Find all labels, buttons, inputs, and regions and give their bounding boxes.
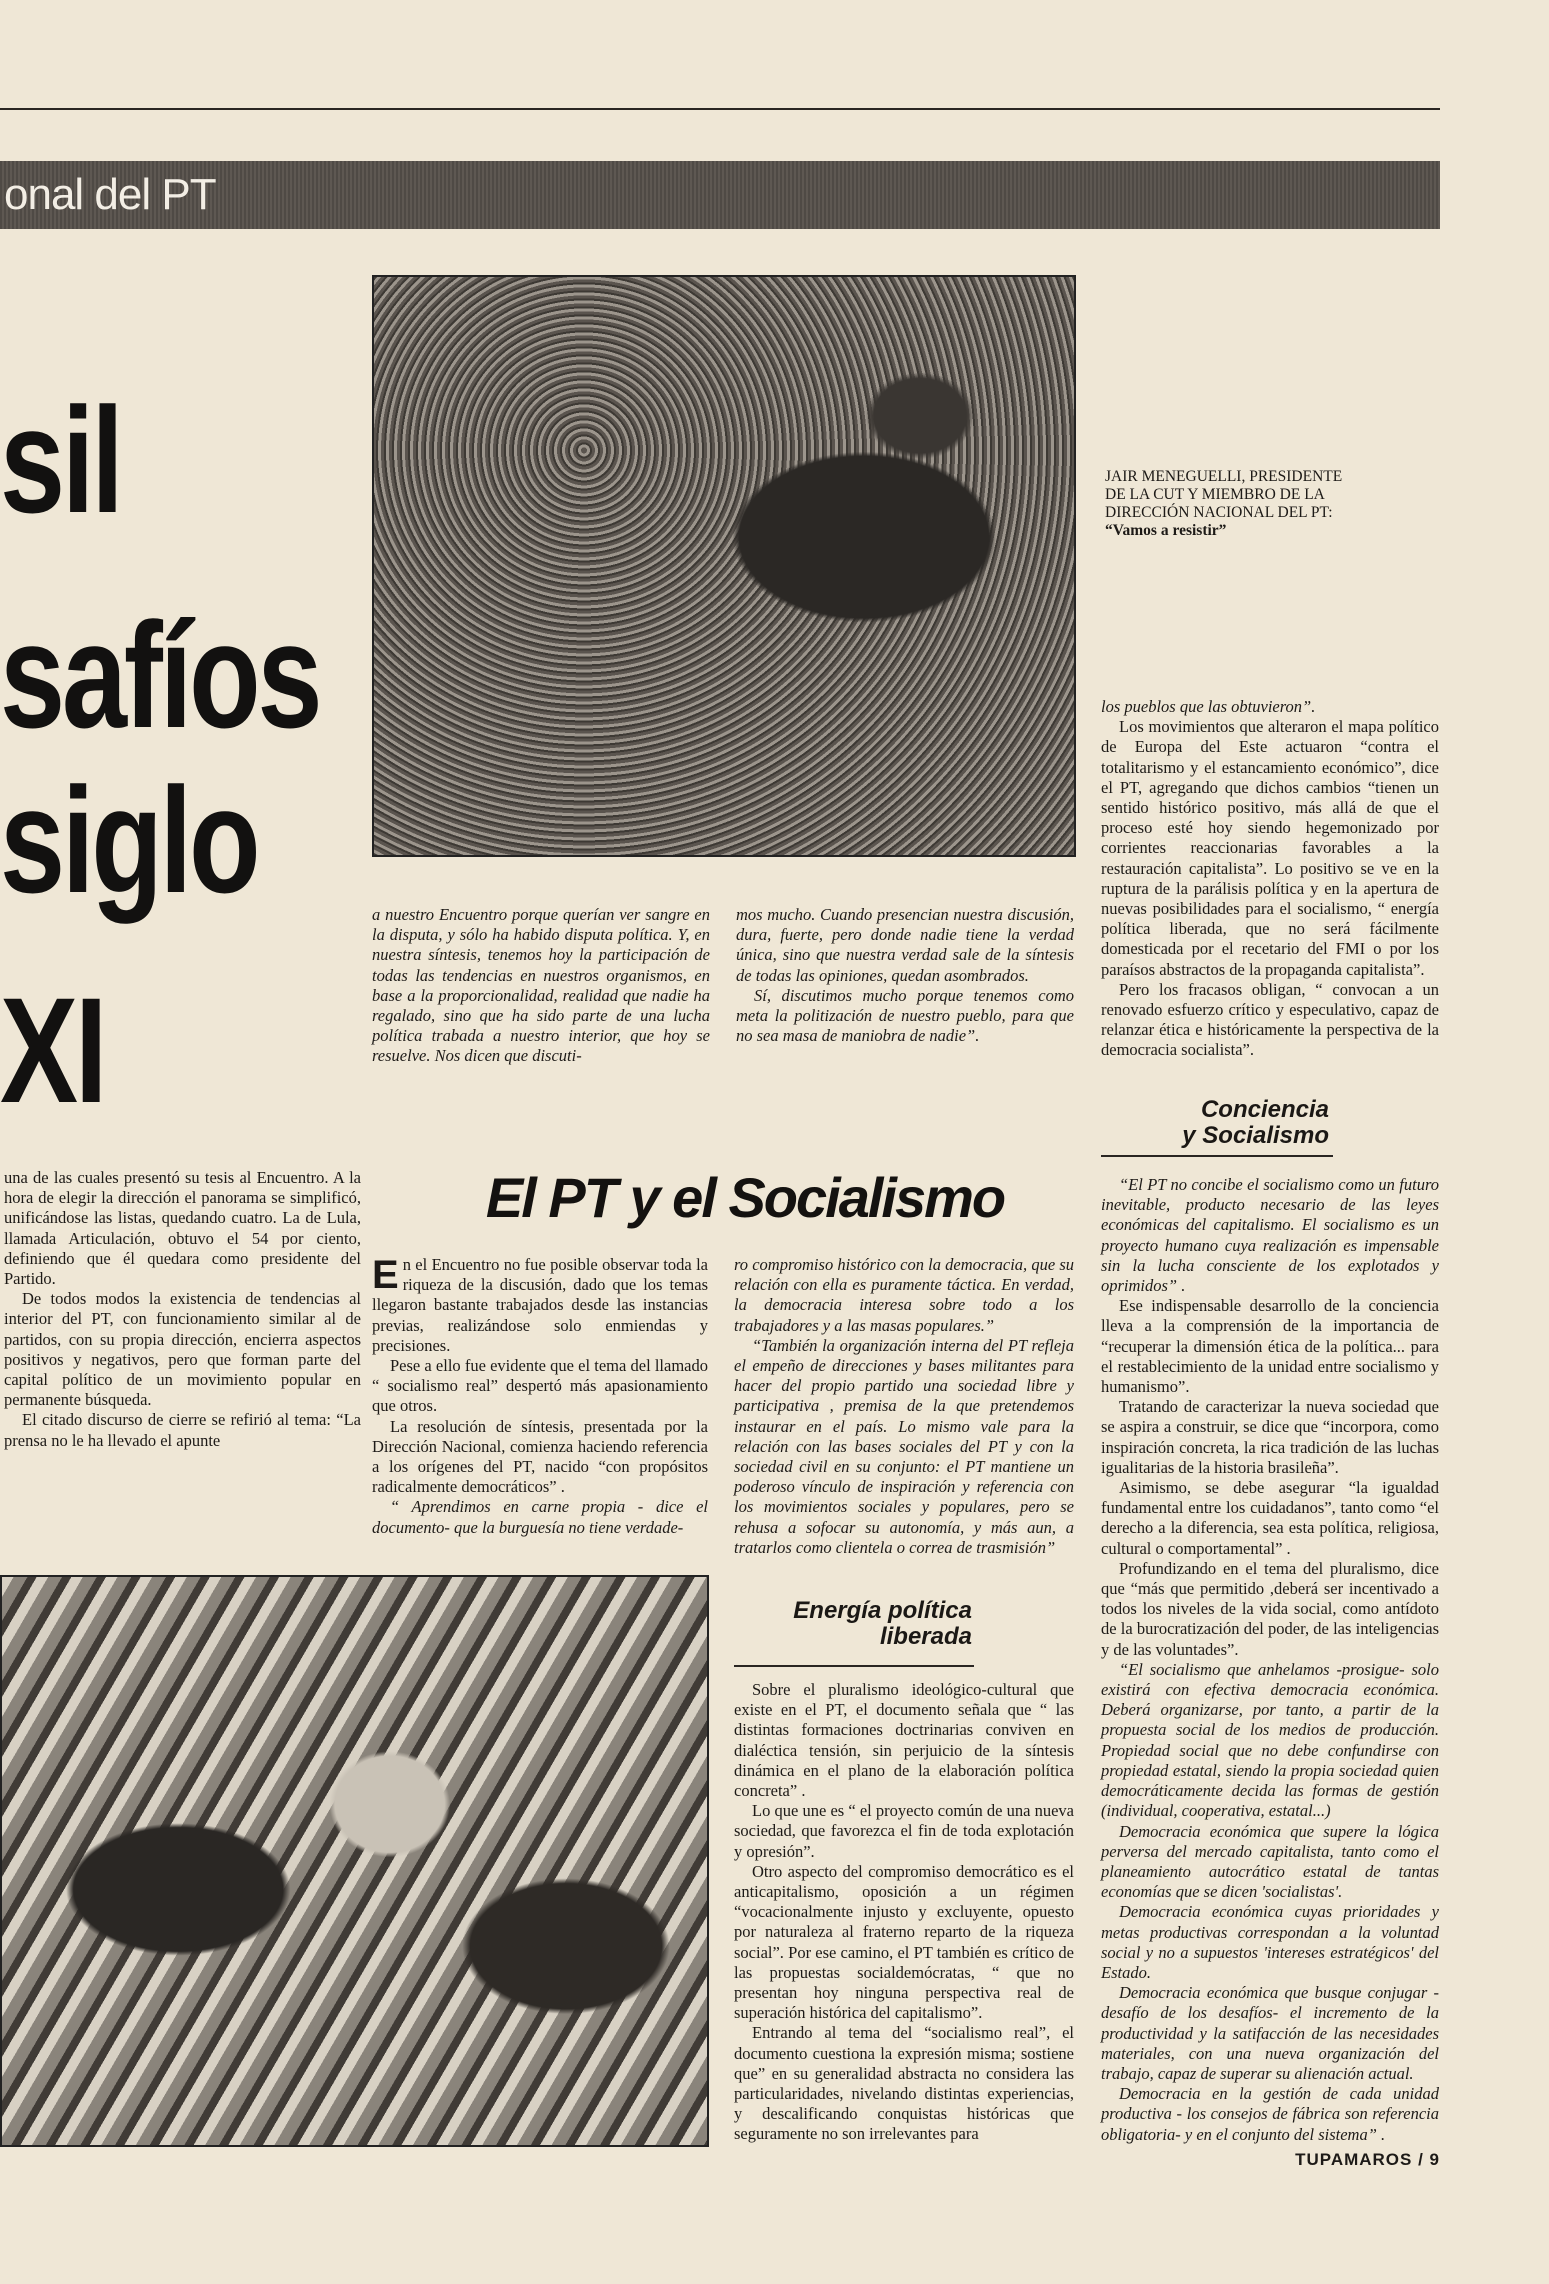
- paragraph: ro compromiso histórico con la democracia, que su relación con ella es puramente táctica. En verdad, la democracia interesa sobre todo a los trabajadores y a las masas populares.”: [734, 1255, 1074, 1335]
- subhead-conciencia: [1101, 1097, 1329, 1149]
- paragraph: Pero los fracasos obligan, “ convocan a un renovado esfuerzo crítico y especulativo, capaz de relanzar ética e históricamente la perspectiva de la democracia socialista”.: [1101, 979, 1439, 1060]
- photo-caption: [1105, 468, 1345, 540]
- paragraph: Los movimientos que alteraron el mapa político de Europa del Este actuaron “contra el totalitarismo y el estancamiento económico”, dice el PT, agregando que dichos cambios “tienen un sentido histórico positivo, más allá de que el proceso esté hoy siendo hegemonizado por corrientes reaccionarias favorables a la restauración capitalista”. Lo positivo se ve en la ruptura de la parálisis política y en la apertura de nuevas posibilidades para el socialismo, “ energía política liberada, que no será fácilmente domesticada por el recetario del FMI o por los paraísos abstractos de la propaganda capitalista”.: [1101, 717, 1439, 979]
- subhead-rule: [1101, 1155, 1333, 1157]
- paragraph: Democracia económica cuyas prioridades y metas productivas correspondan a la voluntad social y no a supuestos 'intereses estratégicos' del Estado.: [1101, 1902, 1439, 1982]
- paragraph-first: [372, 1255, 708, 1356]
- subhead-line: Energía política: [793, 1597, 972, 1624]
- column-left-upper: [4, 1168, 361, 1451]
- paragraph: Asimismo, se debe asegurar “la igualdad fundamental entre los cuidadanos”, tanto como “el derecho a la diferencia, sea esta política, religiosa, cultural o comportamental” .: [1101, 1478, 1439, 1558]
- paragraph: Otro aspecto del compromiso democrático es el anticapitalismo, oposición a un régimen “vocacionalmente injusto y excluyente, opuesto por naturaleza al fraterno reparto de la riqueza social”. Por ese camino, el PT también es crítico de las propuestas socialdemócratas, “ que no presentan hoy ninguna perspectiva real de superación histórica del capitalismo”.: [734, 1861, 1074, 2023]
- paragraph: a nuestro Encuentro porque querían ver sangre en la disputa, y sólo ha habido disputa política. Y, en nuestra síntesis, tenemos hoy la participación de todas las tendencias en nuestros organismos, en base a la proporcionalidad, realidad que nadie ha regalado, sino que ha sido parte de una lucha política trabada a nuestro interior, que hoy se resuelve. Nos dicen que discuti-: [372, 905, 710, 1066]
- paragraph: La resolución de síntesis, presentada por la Dirección Nacional, comienza haciendo referencia a los orígenes del PT, nacido “con propósitos radicalmente democráticos” .: [372, 1416, 708, 1497]
- title-word-3: siglo: [0, 756, 258, 924]
- paragraph: Democracia económica que busque conjugar - desafío de los desafíos- el incremento de la productividad y la satifacción de las necesidades materiales, con una nueva organización del trabajo, capaz de superar su alienación actual.: [1101, 1983, 1439, 2083]
- paragraph-text: n el Encuentro no fue posible observar toda la riqueza de la discusión, dado que los temas llegaron bastante trabajados desde las instancias previas, realizándose solo enmiendas y precisiones.: [372, 1255, 708, 1355]
- column-mid-b: [734, 1255, 1074, 1558]
- paragraph: mos mucho. Cuando presencian nuestra discusión, dura, fuerte, pero donde nadie tiene la verdad única, sino que nuestra verdad sale de la síntesis de todas las opiniones, quedan asombrados.: [736, 905, 1074, 985]
- article-headline: El PT y el Socialismo: [485, 1166, 1005, 1229]
- drop-cap: E: [372, 1253, 399, 1297]
- title-word-1: sil: [0, 376, 121, 544]
- photo-speaker-crowd: [372, 275, 1076, 857]
- column-mid-top-left: [372, 905, 710, 1067]
- paragraph: una de las cuales presentó su tesis al Encuentro. A la hora de elegir la dirección el panorama se simplificó, unificándose las listas, quedando cuatro. La de Lula, llamada Articulación, obtuvo el 54 por ciento, definiendo que él quedara como presidente del Partido.: [4, 1168, 361, 1289]
- paragraph: Entrando al tema del “socialismo real”, el documento cuestiona la expresión misma; sostiene que” en su generalidad abstracta no considera las particularidades, nivelando distintas experiencias, y descalificando conquistas históricas que seguramente no son irrelevantes para: [734, 2023, 1074, 2144]
- column-mid-a: [372, 1255, 708, 1538]
- page-footer: TUPAMAROS / 9: [1295, 2150, 1440, 2169]
- caption-quote: “Vamos a resistir”: [1105, 522, 1227, 539]
- paragraph: Sobre el pluralismo ideológico-cultural que existe en el PT, el documento señala que “ las distintas formaciones doctrinarias conviven en dialéctica tensión, sin perjuicio de la síntesis dinámica en el plano de la elaboración política concreta” .: [734, 1680, 1074, 1801]
- paragraph: “El PT no concibe el socialismo como un futuro inevitable, producto necesario de las leyes económicas del capitalismo. El socialismo es un proyecto humano cuya realización es impensable sin la lucha consciente de los explotados y oprimidos” .: [1101, 1175, 1439, 1296]
- paragraph: Profundizando en el tema del pluralismo, dice que “más que permitido ,deberá ser incentivado a todos los niveles de la vida social, como antídoto de la burocratización del poder, de las inteligencias y de las voluntades”.: [1101, 1558, 1439, 1659]
- section-banner: onal del PT: [0, 161, 1440, 229]
- paragraph: De todos modos la existencia de tendencias al interior del PT, con funcionamiento similar al de partidos, con su propia dirección, encierra aspectos positivos y negativos, pero que forman parte del capital político de un movimiento popular en permanente búsqueda.: [4, 1289, 361, 1410]
- column-right-top: [1101, 697, 1439, 1061]
- paragraph: “ Aprendimos en carne propia - dice el documento- que la burguesía no tiene verdade-: [372, 1497, 708, 1537]
- paragraph: El citado discurso de cierre se refirió al tema: “La prensa no le ha llevado el apunte: [4, 1410, 361, 1450]
- top-rule: [0, 108, 1440, 110]
- paragraph: Democracia económica que supere la lógica perversa del mercado capitalista, tanto como el planeamiento autocrático estatal de tantas economías que se dicen 'socialistas'.: [1101, 1821, 1439, 1902]
- paragraph: Ese indispensable desarrollo de la conciencia lleva a la comprensión de la importancia de “recuperar la dimensión ética de la política... para el restablecimiento de la unidad entre socialismo y humanismo”.: [1101, 1296, 1439, 1397]
- photo-peasants: [0, 1575, 709, 2147]
- subhead-line: y Socialismo: [1182, 1122, 1329, 1149]
- subhead-energia: [734, 1598, 972, 1650]
- title-word-2: safíos: [0, 591, 320, 759]
- caption-lead: JAIR MENEGUELLI, PRESIDENTE DE LA CUT Y MIEMBRO DE LA DIRECCIÓN NACIONAL DEL PT:: [1105, 468, 1343, 521]
- subhead-rule: [734, 1665, 974, 1667]
- paragraph: “También la organización interna del PT refleja el empeño de direcciones y bases militantes para hacer del propio partido una sociedad libre y participativa , premisa de la que pretendemos instaurar en el país. Lo mismo vale para la relación con las bases sociales del PT y con la sociedad civil en su conjunto: el PT mantiene un poderoso vínculo de inspiración y referencia con los movimientos sociales y populares, pero se rehusa a sofocar su autonomía, y más aun, a tratarlos como clientela o correa de trasmisión”: [734, 1335, 1074, 1557]
- subhead-line: Conciencia: [1200, 1096, 1329, 1123]
- column-mid-c: [734, 1680, 1074, 2145]
- title-word-4: XI: [0, 966, 105, 1134]
- column-right-bottom: [1101, 1175, 1439, 2145]
- paragraph: los pueblos que las obtuvieron”.: [1101, 697, 1316, 716]
- paragraph: “El socialismo que anhelamos -prosigue- solo existirá con efectiva democracia económica. Deberá organizarse, por tanto, a partir de la propuesta social de los medios de producción. Propiedad social que no debe confundirse con propiedad estatal, siendo la propia sociedad quien democráticamente decida las formas de gestión (individual, cooperativa, estatal...): [1101, 1659, 1439, 1821]
- column-mid-top-right: [736, 905, 1074, 1046]
- paragraph: Pese a ello fue evidente que el tema del llamado “ socialismo real” despertó más apasionamiento que otros.: [372, 1356, 708, 1416]
- paragraph: Lo que une es “ el proyecto común de una nueva sociedad, que favorezca el fin de toda explotación y opresión”.: [734, 1801, 1074, 1861]
- paragraph: Sí, discutimos mucho porque tenemos como meta la politización de nuestro pueblo, para que no sea masa de maniobra de nadie”.: [736, 985, 1074, 1046]
- subhead-line: liberada: [879, 1623, 972, 1650]
- paragraph: Democracia en la gestión de cada unidad productiva - los consejos de fábrica son referencia obligatoria- y en el conjunto del sistema” .: [1101, 2084, 1439, 2144]
- paragraph: Tratando de caracterizar la nueva sociedad que se aspira a construir, se dice que “incorpora, como inspiración concreta, la rica tradición de las luchas igualitarias de la historia brasileña”.: [1101, 1397, 1439, 1477]
